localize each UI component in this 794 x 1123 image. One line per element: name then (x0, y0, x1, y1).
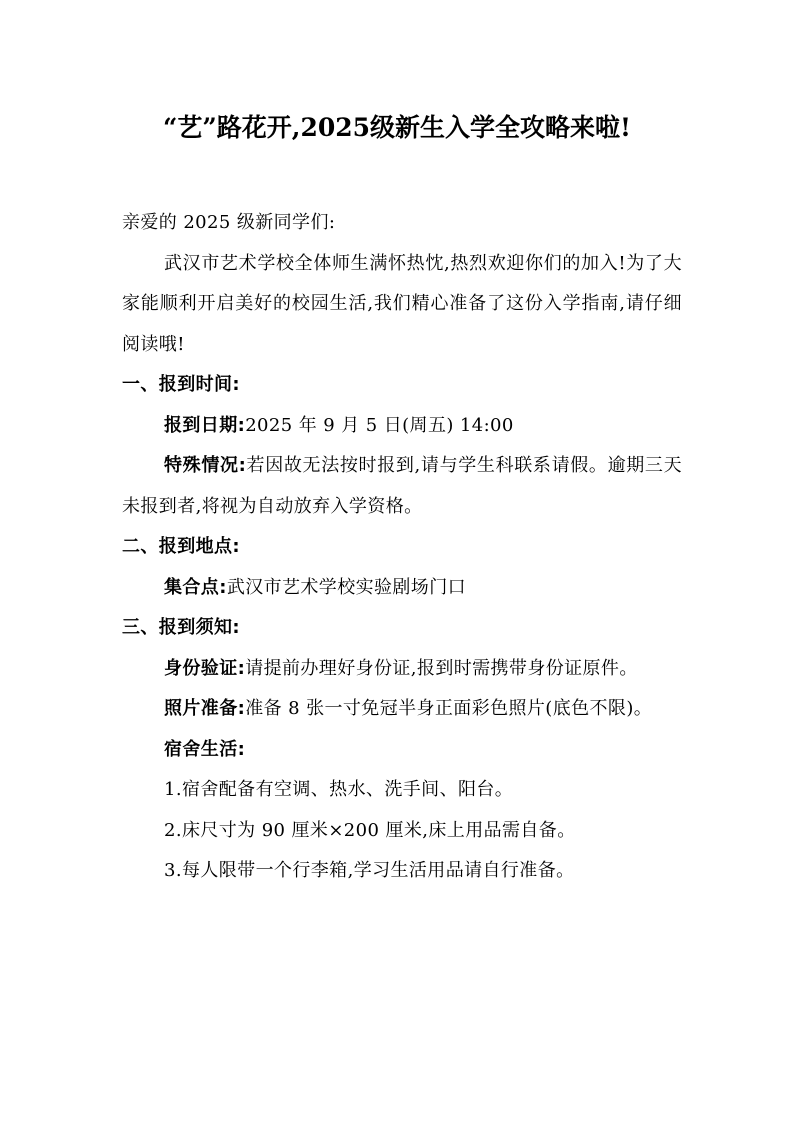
dorm-item: 3.每人限带一个行李箱,学习生活用品请自行准备。 (164, 860, 575, 881)
photo-prep-value: 准备 8 张一寸免冠半身正面彩色照片(底色不限)。 (245, 698, 653, 719)
dorm-life-label: 宿舍生活: (164, 738, 246, 760)
report-date-value: 2025 年 9 月 5 日(周五) 14:00 (245, 414, 514, 436)
id-verification-value: 请提前办理好身份证,报到时需携带身份证原件。 (245, 657, 638, 679)
photo-prep-label: 照片准备: (164, 698, 246, 719)
photo-prep-line (122, 689, 682, 730)
report-date-line (122, 406, 682, 447)
report-date-label: 报到日期: (164, 414, 246, 436)
greeting: 亲爱的 2025 级新同学们: (122, 212, 336, 233)
page-title: “艺”路花开,2025级新生入学全攻略来啦! (162, 113, 632, 142)
dorm-item: 2.床尺寸为 90 厘米×200 厘米,床上用品需自备。 (164, 819, 576, 841)
dorm-life-line (122, 730, 682, 771)
id-verification-line (122, 649, 682, 690)
section-heading-place: 二、报到地点: (122, 536, 240, 557)
section-heading-notice: 三、报到须知: (122, 617, 240, 638)
special-case-line (122, 446, 682, 527)
meeting-point-label: 集合点: (164, 576, 227, 598)
id-verification-label: 身份验证: (164, 657, 246, 679)
special-case-label: 特殊情况: (164, 455, 247, 476)
special-case-value: 若因故无法按时报到,请与学生科联系请假。逾期三天未报到者,将视为自动放弃入学资格。 (122, 455, 682, 517)
section-heading-time: 一、报到时间: (122, 374, 240, 395)
document-body (122, 203, 682, 892)
meeting-point-line (122, 568, 682, 609)
intro-paragraph: 武汉市艺术学校全体师生满怀热忱,热烈欢迎你们的加入!为了大家能顺利开启美好的校园生活,我们精心准备了这份入学指南,请仔细阅读哦! (122, 252, 682, 355)
dorm-item: 1.宿舍配备有空调、热水、洗手间、阳台。 (164, 779, 514, 800)
meeting-point-value: 武汉市艺术学校实验剧场门口 (226, 576, 467, 598)
